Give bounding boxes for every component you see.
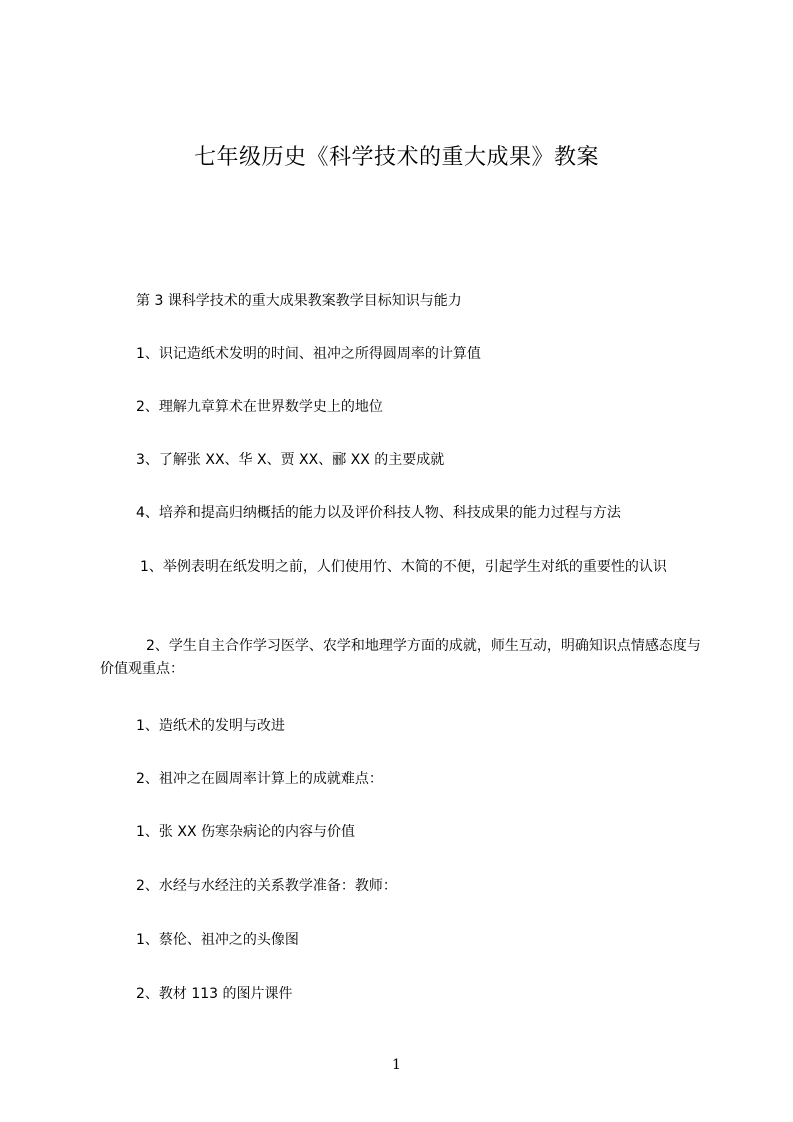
paragraph-preparation-1: 1、蔡伦、祖冲之的头像图: [136, 932, 299, 948]
paragraph-key-point-2: 2、祖冲之在圆周率计算上的成就难点：: [136, 771, 383, 787]
paragraph-preparation-2: 2、教材 113 的图片课件: [136, 986, 293, 1002]
paragraph-method-2: 2、学生自主合作学习医学、农学和地理学方面的成就，师生互动，明确知识点情感态度与价值观重点：: [100, 638, 701, 677]
paragraph-objective-1: 1、识记造纸术发明的时间、祖冲之所得圆周率的计算值: [136, 346, 481, 362]
paragraph-objective-4: 4、培养和提高归纳概括的能力以及评价科技人物、科技成果的能力过程与方法: [136, 505, 621, 521]
paragraph-lesson-objectives: 第 3 课科学技术的重大成果教案教学目标知识与能力: [136, 293, 462, 309]
paragraph-difficulty-1: 1、张 XX 伤寒杂病论的内容与价值: [136, 824, 355, 840]
paragraph-difficulty-2: 2、水经与水经注的关系教学准备：教师：: [136, 878, 397, 894]
paragraph-objective-3: 3、了解张 XX、华 X、贾 XX、郦 XX 的主要成就: [136, 452, 445, 468]
document-title: 七年级历史《科学技术的重大成果》教案: [193, 145, 599, 170]
paragraph-objective-2: 2、理解九章算术在世界数学史上的地位: [136, 399, 383, 415]
page-number: 1: [392, 1057, 401, 1073]
paragraph-key-point-1: 1、造纸术的发明与改进: [136, 718, 285, 734]
paragraph-method-1: 1、举例表明在纸发明之前，人们使用竹、木简的不便，引起学生对纸的重要性的认识: [140, 559, 667, 575]
